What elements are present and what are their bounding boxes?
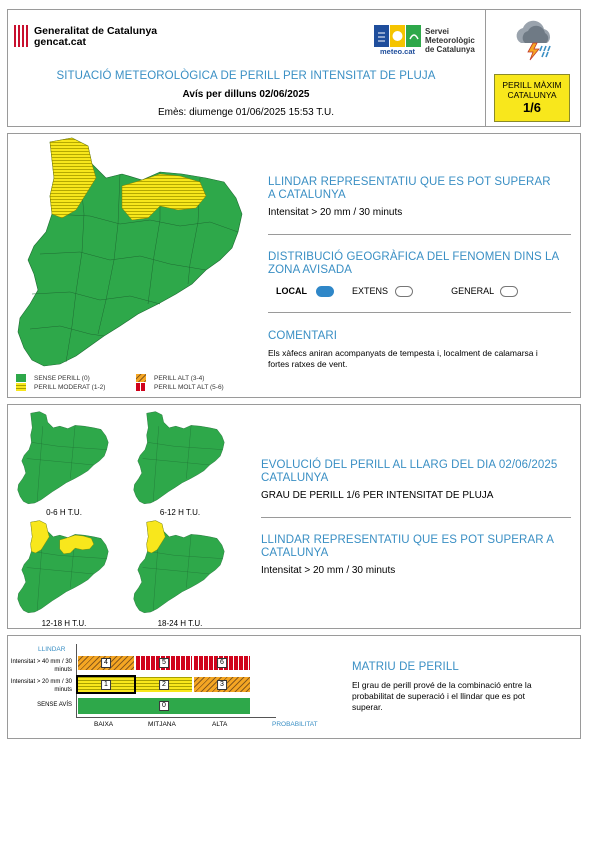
badge-line1: PERILL MÀXIM: [502, 80, 562, 90]
matrix-y-axis: [76, 644, 77, 718]
label-12-18: 12-18 H T.U.: [41, 619, 87, 628]
badge-value: 1/6: [522, 100, 542, 115]
smc-name: Servei Meteorològic de Catalunya: [425, 27, 475, 54]
option-local-label: LOCAL: [276, 286, 307, 296]
section-evolution: [7, 404, 581, 629]
header-divider: [485, 10, 486, 126]
option-extens-label: EXTENS: [352, 286, 389, 296]
matrix-col-alta: ALTA: [212, 721, 228, 728]
matrix-row1-label: Intensitat > 40 mm / 30 minuts: [10, 659, 72, 673]
header-box: [7, 9, 581, 127]
matrix-cell-0: 0: [78, 698, 250, 714]
gencat-name: Generalitat de Catalunya: [34, 25, 158, 37]
map-0-6: [14, 410, 114, 505]
option-general-label: GENERAL: [451, 286, 494, 296]
comentari-text: Els xàfecs aniran acompanyats de tempesta i, localment de calamarsa i fortes ratxes de vent.: [268, 348, 538, 369]
gencat-url: gencat.cat: [34, 36, 86, 48]
matrix-cell-3: 3: [194, 677, 250, 692]
legend-alt: PERILL ALT (3-4): [154, 375, 205, 382]
matrix-cell-2: 2: [136, 677, 192, 692]
llindar-title: LLINDAR REPRESENTATIU QUE ES POT SUPERAR A CATALUNYA: [268, 176, 551, 201]
divider: [268, 234, 571, 235]
llindar-value: Intensitat > 20 mm / 30 minuts: [268, 207, 403, 218]
thunderstorm-rain-icon: [511, 19, 559, 61]
option-general-toggle[interactable]: [500, 286, 518, 297]
comentari-title: COMENTARI: [268, 330, 338, 342]
meteocat-label: meteo.cat: [379, 47, 415, 56]
emes-date: Emès: diumenge 01/06/2025 15:53 T.U.: [157, 107, 335, 118]
legend-sense: SENSE PERILL (0): [34, 375, 90, 382]
avis-date: Avís per dilluns 02/06/2025: [182, 89, 310, 100]
divider: [268, 312, 571, 313]
badge-line2: CATALUNYA: [507, 90, 557, 100]
distribution-options: [276, 286, 518, 297]
map-18-24: [130, 519, 230, 614]
distrib-title: DISTRIBUCIÓ GEOGRÀFICA DEL FENOMEN DINS LA ZONA AVISADA: [268, 251, 559, 276]
matrix-llindar-label: LLINDAR: [38, 646, 66, 653]
legend-orange-swatch: [136, 374, 146, 382]
section-main-map: [7, 133, 581, 398]
meteocat-logo: [374, 25, 421, 57]
meteocat-weather-icon: [374, 25, 421, 47]
evolution-title: EVOLUCIÓ DEL PERILL AL LLARG DEL DIA 02/06/2025 CATALUNYA: [261, 459, 558, 484]
label-0-6: 0-6 H T.U.: [46, 508, 82, 517]
map-12-18: [14, 519, 114, 614]
label-6-12: 6-12 H T.U.: [159, 508, 201, 517]
matrix-col-mitjana: MITJANA: [148, 721, 176, 728]
matrix-cell-5: 5: [136, 656, 192, 670]
legend-green-swatch: [16, 374, 26, 382]
option-extens-toggle[interactable]: [395, 286, 413, 297]
map-6-12: [130, 410, 230, 505]
matrix-text: El grau de perill prové de la combinació entre la probabilitat de superació i el llindar que es pot superar.: [352, 680, 532, 712]
option-local-toggle[interactable]: [316, 286, 334, 297]
matrix-cell-1: 1: [78, 677, 134, 692]
matrix-row2-label: Intensitat > 20 mm / 30 minuts: [10, 679, 72, 693]
gencat-flag-icon: [13, 25, 29, 47]
matrix-col-baixa: BAIXA: [94, 721, 114, 728]
legend-red-swatch: [136, 383, 146, 391]
matrix-cell-4: 4: [78, 656, 134, 670]
label-18-24: 18-24 H T.U.: [157, 619, 203, 628]
matrix-x-axis: [76, 717, 276, 718]
matrix-row3-label: SENSE AVÍS: [37, 702, 72, 708]
llindar2-value: Intensitat > 20 mm / 30 minuts: [261, 565, 396, 576]
max-danger-badge: [494, 74, 570, 122]
divider: [261, 517, 571, 518]
llindar2-title: LLINDAR REPRESENTATIU QUE ES POT SUPERAR A CATALUNYA: [261, 534, 554, 559]
matrix-col-prob: PROBABILITAT: [272, 721, 318, 728]
evolution-value: GRAU DE PERILL 1/6 PER INTENSITAT DE PLUJA: [261, 490, 494, 501]
legend-molt-alt: PERILL MOLT ALT (5-6): [154, 384, 224, 391]
legend-yellow-swatch: [16, 383, 26, 391]
section-matrix: [7, 635, 581, 739]
matrix-cell-6: 6: [194, 656, 250, 670]
page-title: SITUACIÓ METEOROLÒGICA DE PERILL PER INTENSITAT DE PLUJA: [56, 70, 436, 82]
catalonia-main-map: [10, 134, 255, 369]
legend-moderat: PERILL MODERAT (1-2): [34, 384, 106, 391]
matrix-title: MATRIU DE PERILL: [352, 661, 459, 673]
